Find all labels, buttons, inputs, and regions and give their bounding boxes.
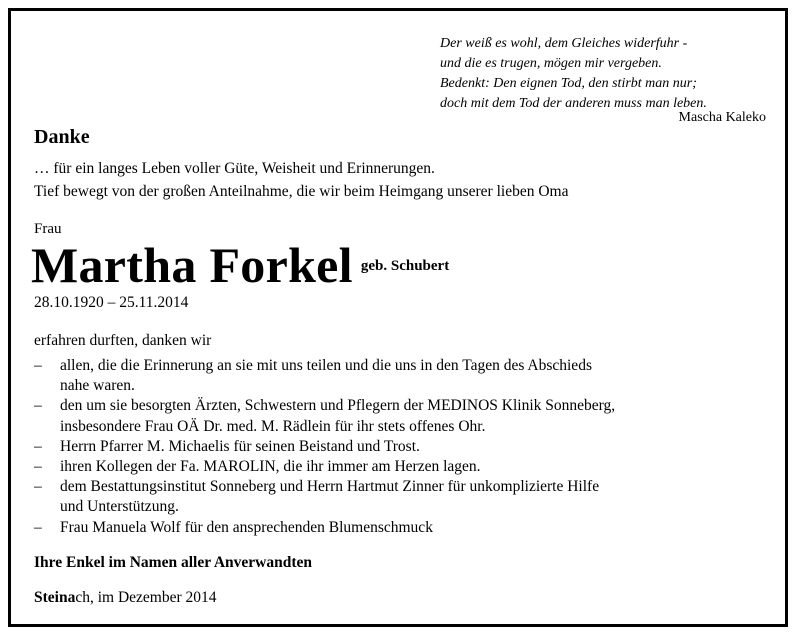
list-item-line: insbesondere Frau OÄ Dr. med. M. Rädlein für ihr stets offenes Ohr.: [60, 417, 486, 435]
poem-line: und die es trugen, mögen mir vergeben.: [440, 56, 662, 71]
bullet-dash: –: [34, 518, 42, 536]
list-item-line: und Unterstützung.: [60, 498, 179, 516]
name-prefix: Frau: [34, 221, 62, 237]
list-item: [34, 356, 764, 396]
bullet-dash: –: [34, 357, 42, 374]
maiden-name: geb. Schubert: [360, 258, 450, 274]
poem-quote: [440, 34, 707, 114]
signature: Ihre Enkel im Namen aller Anverwandten: [34, 554, 313, 571]
intro-line: … für ein langes Leben voller Güte, Weisheit und Erinnerungen.: [34, 160, 435, 177]
deceased-name-row: [31, 237, 449, 293]
list-item: [34, 396, 764, 436]
poem-line: Der weiß es wohl, dem Gleiches widerfuhr -: [440, 36, 688, 51]
list-item-line: den um sie besorgten Ärzten, Schwestern und Pflegern der MEDINOS Klinik Sonneberg,: [60, 397, 616, 415]
list-item-line: allen, die die Erinnerung an sie mit uns teilen und die uns in den Tagen des Abschieds: [60, 357, 592, 374]
bullet-dash: –: [34, 397, 42, 415]
bullet-dash: –: [34, 458, 42, 476]
received-text: erfahren durften, danken wir: [34, 332, 212, 349]
bullet-dash: –: [34, 437, 42, 455]
list-item-line: nahe waren.: [60, 377, 135, 395]
place-date: [34, 587, 217, 609]
deceased-name: Martha Forkel: [31, 237, 353, 293]
intro-text: [34, 157, 568, 203]
bullet-dash: –: [34, 478, 42, 496]
list-item-line: dem Bestattungsinstitut Sonneberg und Herrn Hartmut Zinner für unkomplizierte Hilfe: [60, 478, 600, 496]
place-date-rest: ch, im Dezember 2014: [75, 589, 217, 606]
list-item: [34, 437, 764, 457]
poem-author: Mascha Kaleko: [678, 110, 766, 125]
thanks-heading: Danke: [34, 126, 90, 148]
list-item-line: Frau Manuela Wolf für den ansprechenden Blumenschmuck: [60, 518, 433, 536]
intro-line: Tief bewegt von der großen Anteilnahme, die wir beim Heimgang unserer lieben Oma: [34, 183, 569, 200]
thanks-list: [34, 356, 764, 538]
list-item: [34, 477, 764, 517]
list-item: [34, 457, 764, 477]
life-dates: 28.10.1920 – 25.11.2014: [34, 294, 189, 311]
place-name: Steina: [34, 589, 76, 606]
list-item: [34, 518, 764, 538]
list-item-line: ihren Kollegen der Fa. MAROLIN, die ihr immer am Herzen lagen.: [60, 458, 481, 476]
poem-line: Bedenkt: Den eignen Tod, den stirbt man nur;: [440, 76, 697, 91]
poem-line: doch mit dem Tod der anderen muss man leben.: [440, 96, 707, 111]
list-item-line: Herrn Pfarrer M. Michaelis für seinen Beistand und Trost.: [60, 437, 420, 455]
